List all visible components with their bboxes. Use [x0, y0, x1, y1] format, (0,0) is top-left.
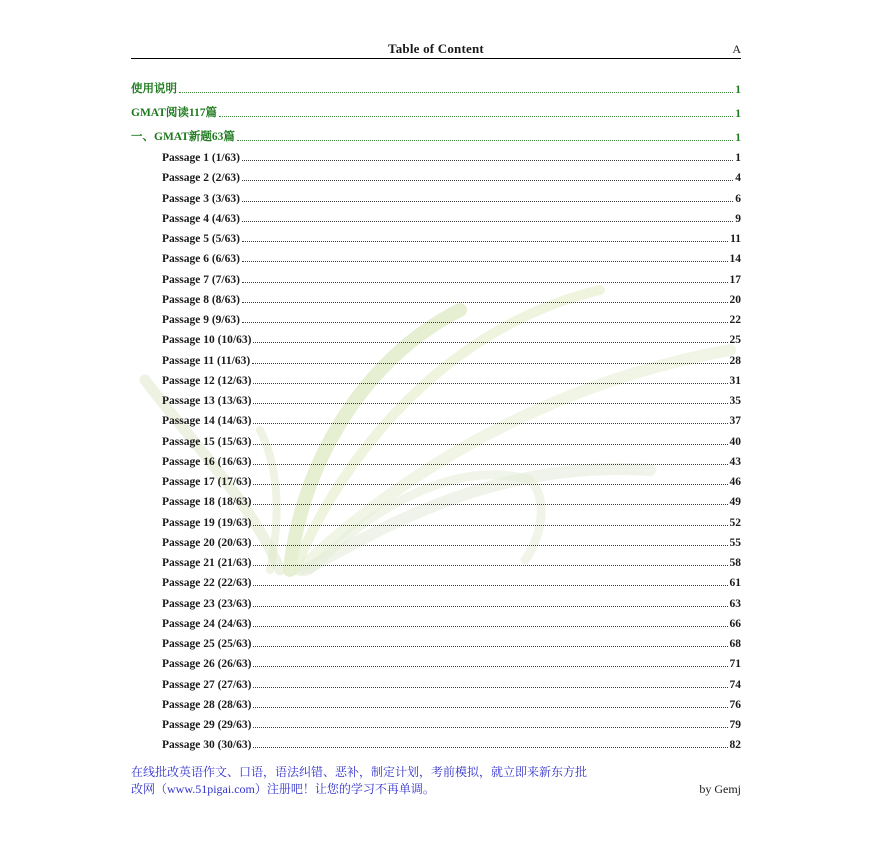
toc-leader-dots: [242, 260, 728, 262]
toc-entry[interactable]: [162, 371, 741, 387]
toc-entry-label: Passage 10 (10/63): [162, 334, 252, 347]
toc-entry[interactable]: [162, 168, 741, 184]
toc-entry-page: 35: [729, 395, 741, 407]
toc-leader-dots: [253, 341, 727, 343]
toc-leader-dots: [253, 422, 727, 424]
toc-entry-label: 一、GMAT新题63篇: [131, 131, 235, 143]
toc-entry-page: 79: [729, 719, 741, 731]
toc-entry[interactable]: [162, 290, 741, 306]
toc-entry-label: Passage 3 (3/63): [162, 192, 240, 205]
toc-entry-label: Passage 2 (2/63): [162, 172, 240, 185]
toc-entry-page: 49: [729, 496, 741, 509]
toc-leader-dots: [253, 746, 727, 748]
toc-entry-page: 76: [729, 698, 741, 711]
toc-entry-page: 31: [729, 374, 741, 387]
toc-entry-page: 55: [729, 536, 741, 549]
toc-entry[interactable]: [162, 229, 741, 245]
footer-author: by Gemj: [699, 782, 741, 796]
toc-entry-page: 1: [735, 132, 741, 144]
toc-leader-dots: [253, 544, 727, 546]
toc-entry-page: 46: [729, 476, 741, 488]
toc-leader-dots: [253, 686, 727, 688]
toc-entry-label: Passage 26 (26/63): [162, 658, 252, 671]
toc-leader-dots: [242, 240, 728, 242]
toc-entry-label: Passage 21 (21/63): [162, 557, 252, 569]
toc-entry[interactable]: [162, 695, 741, 711]
toc-entry-label: Passage 18 (18/63): [162, 496, 252, 509]
toc-entry-label: Passage 7 (7/63): [162, 273, 240, 286]
toc-entry-page: 11: [730, 233, 741, 245]
toc-leader-dots: [253, 463, 727, 465]
toc-entry-label: Passage 16 (16/63): [162, 455, 252, 468]
toc-leader-dots: [242, 220, 733, 222]
toc-entry-page: 37: [729, 415, 741, 428]
toc-entry-label: Passage 15 (15/63): [162, 435, 252, 448]
toc-entry-label: Passage 4 (4/63): [162, 212, 240, 225]
toc-entry-label: 使用说明: [131, 83, 177, 95]
toc-entry-page: 66: [729, 617, 741, 630]
toc-entry-page: 1: [735, 152, 741, 164]
toc-entry-label: Passage 25 (25/63): [162, 638, 252, 650]
toc-leader-dots: [252, 362, 727, 364]
toc-entry[interactable]: [162, 573, 741, 589]
toc-leader-dots: [242, 179, 733, 181]
toc-entry[interactable]: [162, 270, 741, 286]
toc-entry[interactable]: [162, 189, 741, 205]
page-footer: [131, 764, 741, 798]
toc-entry-page: 68: [729, 638, 741, 650]
toc-entry[interactable]: [162, 249, 741, 265]
toc-entry-page: 58: [729, 557, 741, 569]
toc-entry-page: 52: [729, 516, 741, 529]
toc-entry[interactable]: [162, 411, 741, 427]
toc-entry-label: Passage 1 (1/63): [162, 152, 240, 164]
toc-entry[interactable]: [162, 351, 741, 367]
toc-entry-label: Passage 19 (19/63): [162, 516, 252, 529]
toc-entry[interactable]: [162, 594, 741, 610]
toc-leader-dots: [253, 564, 727, 566]
toc-entry[interactable]: [162, 472, 741, 488]
footer-line-2[interactable]: 改网（www.51pigai.com）注册吧！让您的学习不再单调。: [131, 782, 435, 796]
toc-leader-dots: [242, 321, 728, 323]
toc-leader-dots: [237, 139, 733, 141]
toc-entry-label: Passage 27 (27/63): [162, 678, 252, 691]
toc-leader-dots: [242, 281, 728, 283]
toc-entry-page: 1: [735, 84, 741, 96]
toc-entry[interactable]: [162, 209, 741, 225]
toc-leader-dots: [253, 605, 727, 607]
toc-entry-page: 82: [729, 739, 741, 752]
toc-entry-label: Passage 17 (17/63): [162, 476, 252, 488]
toc-entry-page: 6: [735, 192, 741, 205]
toc-entry-label: Passage 24 (24/63): [162, 617, 252, 630]
toc-entry-page: 20: [729, 293, 741, 306]
toc-entry-page: 71: [729, 658, 741, 671]
toc-entry-label: Passage 11 (11/63): [162, 354, 251, 367]
toc-entry[interactable]: [162, 654, 741, 670]
toc-entry-label: Passage 29 (29/63): [162, 719, 252, 731]
toc-entry-page: 14: [729, 253, 741, 266]
toc-entry-label: Passage 30 (30/63): [162, 739, 252, 752]
toc-entry-page: 25: [729, 334, 741, 347]
toc-entry-page: 17: [729, 273, 741, 286]
toc-leader-dots: [253, 706, 727, 708]
toc-entry[interactable]: [162, 513, 741, 529]
toc-entry-page: 40: [729, 435, 741, 448]
toc-leader-dots: [253, 503, 727, 505]
footer-line-1: 在线批改英语作文、口语，语法纠错、恶补，制定计划，考前模拟，就立即来新东方批: [131, 765, 588, 779]
toc-entry[interactable]: [162, 675, 741, 691]
toc-leader-dots: [253, 402, 727, 404]
toc-entry[interactable]: [131, 80, 741, 96]
toc-entry[interactable]: [162, 634, 741, 650]
toc-entry-label: Passage 20 (20/63): [162, 536, 252, 549]
toc-entry-page: 61: [729, 577, 741, 590]
toc-leader-dots: [219, 115, 733, 117]
toc-entry-label: Passage 5 (5/63): [162, 233, 240, 245]
toc-leader-dots: [253, 443, 727, 445]
toc-entry[interactable]: [131, 128, 741, 144]
toc-entry-label: GMAT阅读117篇: [131, 107, 218, 119]
toc-entry[interactable]: [162, 452, 741, 468]
toc-entry-label: Passage 9 (9/63): [162, 314, 240, 326]
toc-leader-dots: [242, 200, 733, 202]
toc-leader-dots: [253, 625, 727, 627]
toc-leader-dots: [253, 382, 727, 384]
toc-entry-label: Passage 8 (8/63): [162, 293, 240, 306]
toc-leader-dots: [253, 524, 727, 526]
page-header: [131, 40, 741, 59]
toc-leader-dots: [242, 159, 733, 161]
header-right-mark: A: [732, 42, 741, 56]
toc-leader-dots: [253, 483, 727, 485]
toc-entry-label: Passage 22 (22/63): [162, 577, 252, 590]
toc-leader-dots: [253, 584, 727, 586]
toc-entry-label: Passage 28 (28/63): [162, 698, 252, 711]
toc-entry[interactable]: [162, 391, 741, 407]
toc-entry-label: Passage 12 (12/63): [162, 374, 252, 387]
toc-entry-label: Passage 6 (6/63): [162, 253, 240, 266]
toc-entry-page: 63: [729, 597, 741, 610]
toc-entry-page: 1: [735, 108, 741, 120]
toc-entry-label: Passage 23 (23/63): [162, 597, 252, 610]
toc-entry[interactable]: [162, 330, 741, 346]
toc-entry-page: 43: [729, 455, 741, 468]
toc-entry[interactable]: [162, 148, 741, 164]
toc-entry[interactable]: [162, 432, 741, 448]
toc-entry[interactable]: [162, 492, 741, 508]
toc-entry[interactable]: [131, 104, 741, 120]
toc-entry-page: 74: [729, 678, 741, 691]
toc-entry-label: Passage 14 (14/63): [162, 415, 252, 428]
toc-leader-dots: [253, 645, 727, 647]
toc-leader-dots: [179, 91, 733, 93]
toc-entry-page: 22: [729, 314, 741, 326]
toc-entry-page: 4: [735, 172, 741, 185]
toc-entry[interactable]: [162, 735, 741, 751]
toc-entry-page: 9: [735, 212, 741, 225]
toc-entry[interactable]: [162, 553, 741, 569]
page-title: Table of Content: [388, 41, 484, 56]
toc-leader-dots: [253, 665, 727, 667]
toc-entry[interactable]: [162, 310, 741, 326]
toc-entry-page: 28: [729, 354, 741, 367]
toc-entry[interactable]: [162, 614, 741, 630]
toc-leader-dots: [242, 301, 728, 303]
toc-entry-label: Passage 13 (13/63): [162, 395, 252, 407]
toc-entry[interactable]: [162, 533, 741, 549]
toc-entry[interactable]: [162, 715, 741, 731]
toc-leader-dots: [253, 726, 727, 728]
